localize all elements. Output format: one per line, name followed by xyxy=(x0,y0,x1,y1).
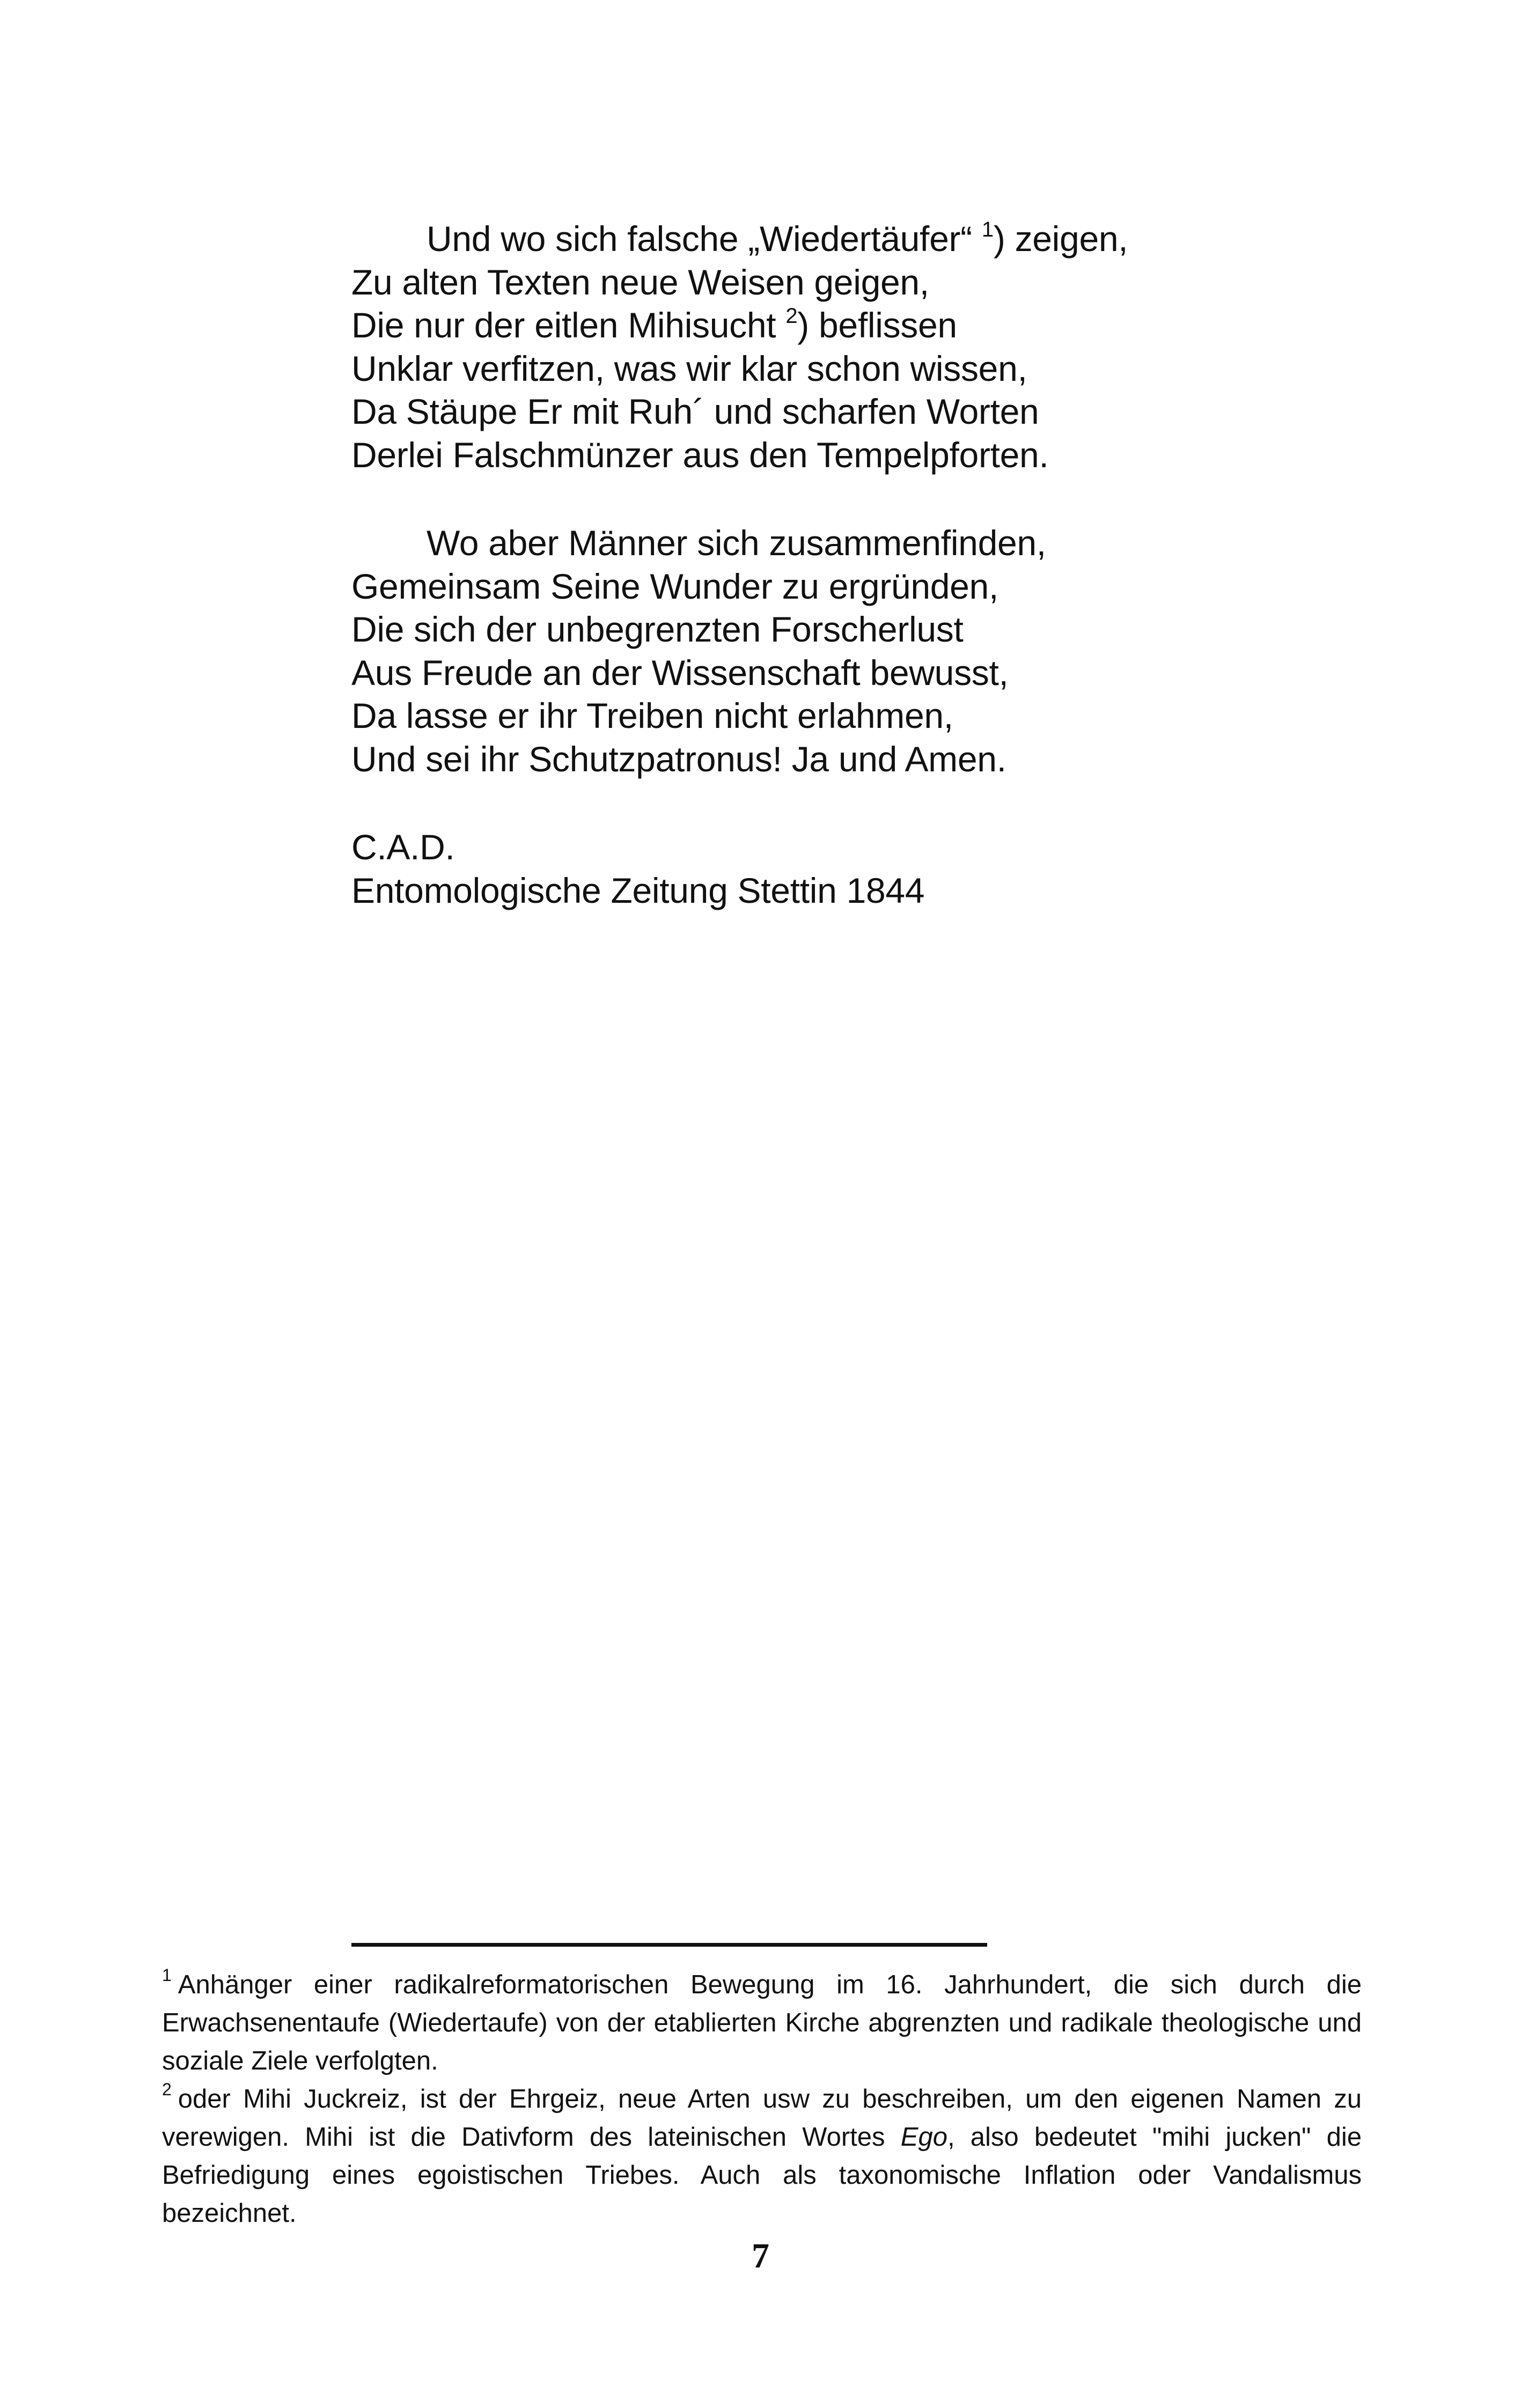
signature xyxy=(351,826,1371,912)
poem-line: Aus Freude an der Wissenschaft bewusst, xyxy=(351,652,1009,693)
footnote-2 xyxy=(162,2080,1362,2233)
poem-line: Wo aber Männer sich zusammenfinden, xyxy=(427,523,1046,563)
poem-line: Und sei ihr Schutzpatronus! Ja und Amen. xyxy=(351,739,1006,779)
poem-line: Unklar verfitzen, was wir klar schon wissen, xyxy=(351,348,1027,388)
poem-line: Derlei Falschmünzer aus den Tempelpforten. xyxy=(351,435,1049,475)
poem-line: Zu alten Texten neue Weisen geigen, xyxy=(351,262,929,302)
footnote-1 xyxy=(162,1966,1362,2080)
poem xyxy=(351,217,1371,912)
poem-line: Gemeinsam Seine Wunder zu ergründen, xyxy=(351,566,998,606)
page-number: 7 xyxy=(752,2236,769,2276)
author-initials: C.A.D. xyxy=(351,827,455,867)
poem-line: Die sich der unbegrenzten Forscherlust xyxy=(351,609,964,649)
poem-line: Da lasse er ihr Treiben nicht erlahmen, xyxy=(351,696,953,735)
poem-line: Und wo sich falsche „Wiedertäufer“ $^1$) zeigen, xyxy=(427,218,1128,259)
footnote-separator xyxy=(351,1943,987,1947)
footnotes xyxy=(162,1966,1362,2233)
footnote-marker: 2 xyxy=(162,2079,172,2099)
footnote-text: oder Mihi Juckreiz, ist der Ehrgeiz, neue Arten usw zu beschreiben, um den eigenen Namen zu verewigen. Mihi ist die Dativform des lateinischen Wortes xyxy=(162,2085,1362,2152)
footnote-marker: 1 xyxy=(162,1965,172,1985)
source-citation: Entomologische Zeitung Stettin 1844 xyxy=(351,870,925,910)
footnote-text: , also bedeutet "mihi jucken" die Befriedigung eines egoistischen Triebes. Auch als taxonomische Inflation oder Vandalismus bezeichnet. xyxy=(162,2123,1362,2228)
footnote-text: Anhänger einer radikalreformatorischen Bewegung im 16. Jahrhundert, die sich durch die Erwachsenentaufe (Wiedertaufe) von der etablierten Kirche abgrenzten und radikale theologische und soziale Ziele verfolgten. xyxy=(162,1970,1362,2075)
footnote-reference-2[interactable]: 2 xyxy=(785,304,798,328)
stanza-1 xyxy=(351,217,1371,476)
poem-line: Die nur der eitlen Mihisucht $^2$) beflissen xyxy=(351,304,957,345)
footnote-italic-term: Ego xyxy=(900,2123,947,2152)
poem-line: Da Stäupe Er mit Ruh´ und scharfen Worten xyxy=(351,392,1039,431)
stanza-2 xyxy=(351,521,1371,780)
footnote-reference-1[interactable]: 1 xyxy=(981,218,994,241)
